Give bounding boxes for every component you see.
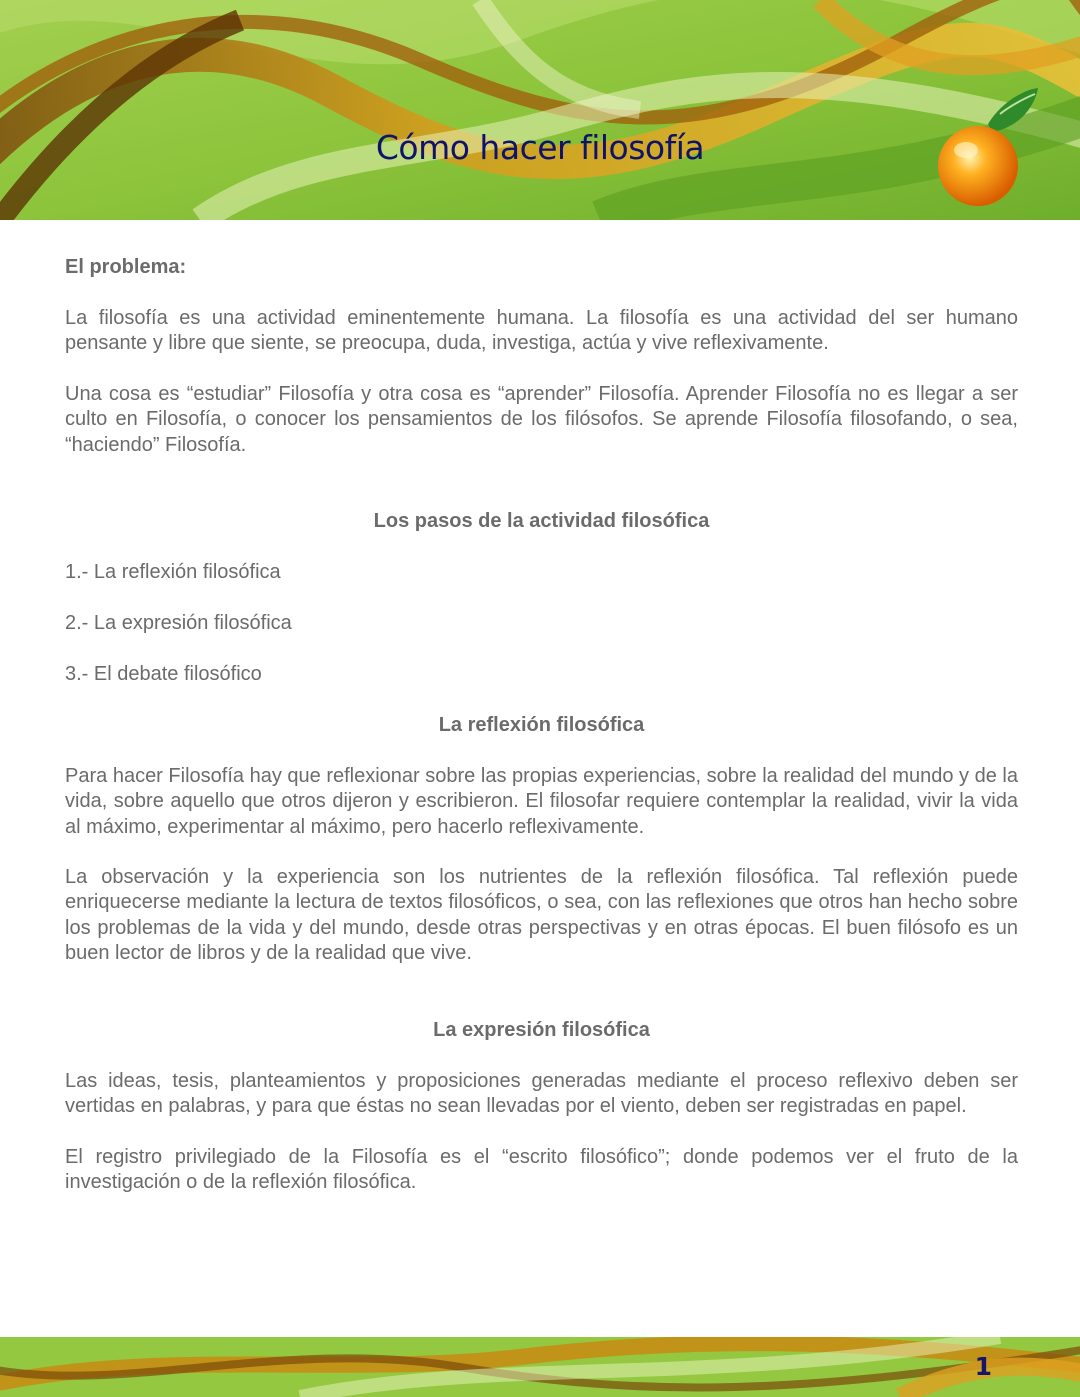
paragraph: Para hacer Filosofía hay que reflexionar sobre las propias experiencias, sobre la realidad del mundo y de la vida, sobre aquello que otros dijeron y escribieron. El filosofar requiere contemplar la realidad, vivir la vida al máximo, experimentar al máximo, pero hacerlo reflexivamente.: [65, 765, 1018, 838]
section-heading-problema: El problema:: [65, 256, 187, 278]
list-item: 3.- El debate filosófico: [65, 663, 262, 685]
paragraph: La observación y la experiencia son los nutrientes de la reflexión filosófica. Tal reflexión puede enriquecerse mediante la lectura de textos filosóficos, o sea, con las reflexiones que otros han hecho sobre los problemas de la vida y del mundo, desde otras perspectivas y en otras épocas. El buen filósofo es un buen lector de libros y de la realidad que vive.: [65, 866, 1018, 965]
paragraph: Una cosa es “estudiar” Filosofía y otra cosa es “aprender” Filosofía. Aprender Filosofía no es llegar a ser culto en Filosofía, o conocer los pensamientos de los filósofos. Se aprende Filosofía filosofando, o sea, “haciendo” Filosofía.: [65, 383, 1018, 456]
paragraph: Las ideas, tesis, planteamientos y proposiciones generadas mediante el proceso reflexivo deben ser vertidas en palabras, y para que éstas no sean llevadas por el viento, deben ser registradas en papel.: [65, 1070, 1018, 1118]
list-item: 1.- La reflexión filosófica: [65, 561, 281, 583]
section-heading-reflexion: La reflexión filosófica: [438, 714, 645, 736]
section-heading-expresion: La expresión filosófica: [433, 1019, 650, 1041]
footer-banner: [0, 1337, 1080, 1397]
header-banner: [0, 0, 1080, 220]
section-heading-pasos: Los pasos de la actividad filosófica: [373, 510, 710, 532]
decorative-waves: [0, 0, 1080, 220]
page-number: 1: [974, 1352, 992, 1381]
paragraph: El registro privilegiado de la Filosofía es el “escrito filosófico”; donde podemos ver el fruto de la investigación o de la reflexión filosófica.: [65, 1146, 1018, 1194]
list-item: 2.- La expresión filosófica: [65, 612, 292, 634]
paragraph: La filosofía es una actividad eminentemente humana. La filosofía es una actividad del ser humano pensante y libre que siente, se preocupa, duda, investiga, actúa y vive reflexivamente.: [65, 307, 1018, 355]
page-title: Cómo hacer filosofía: [375, 128, 705, 167]
decorative-waves: [0, 1337, 1080, 1397]
